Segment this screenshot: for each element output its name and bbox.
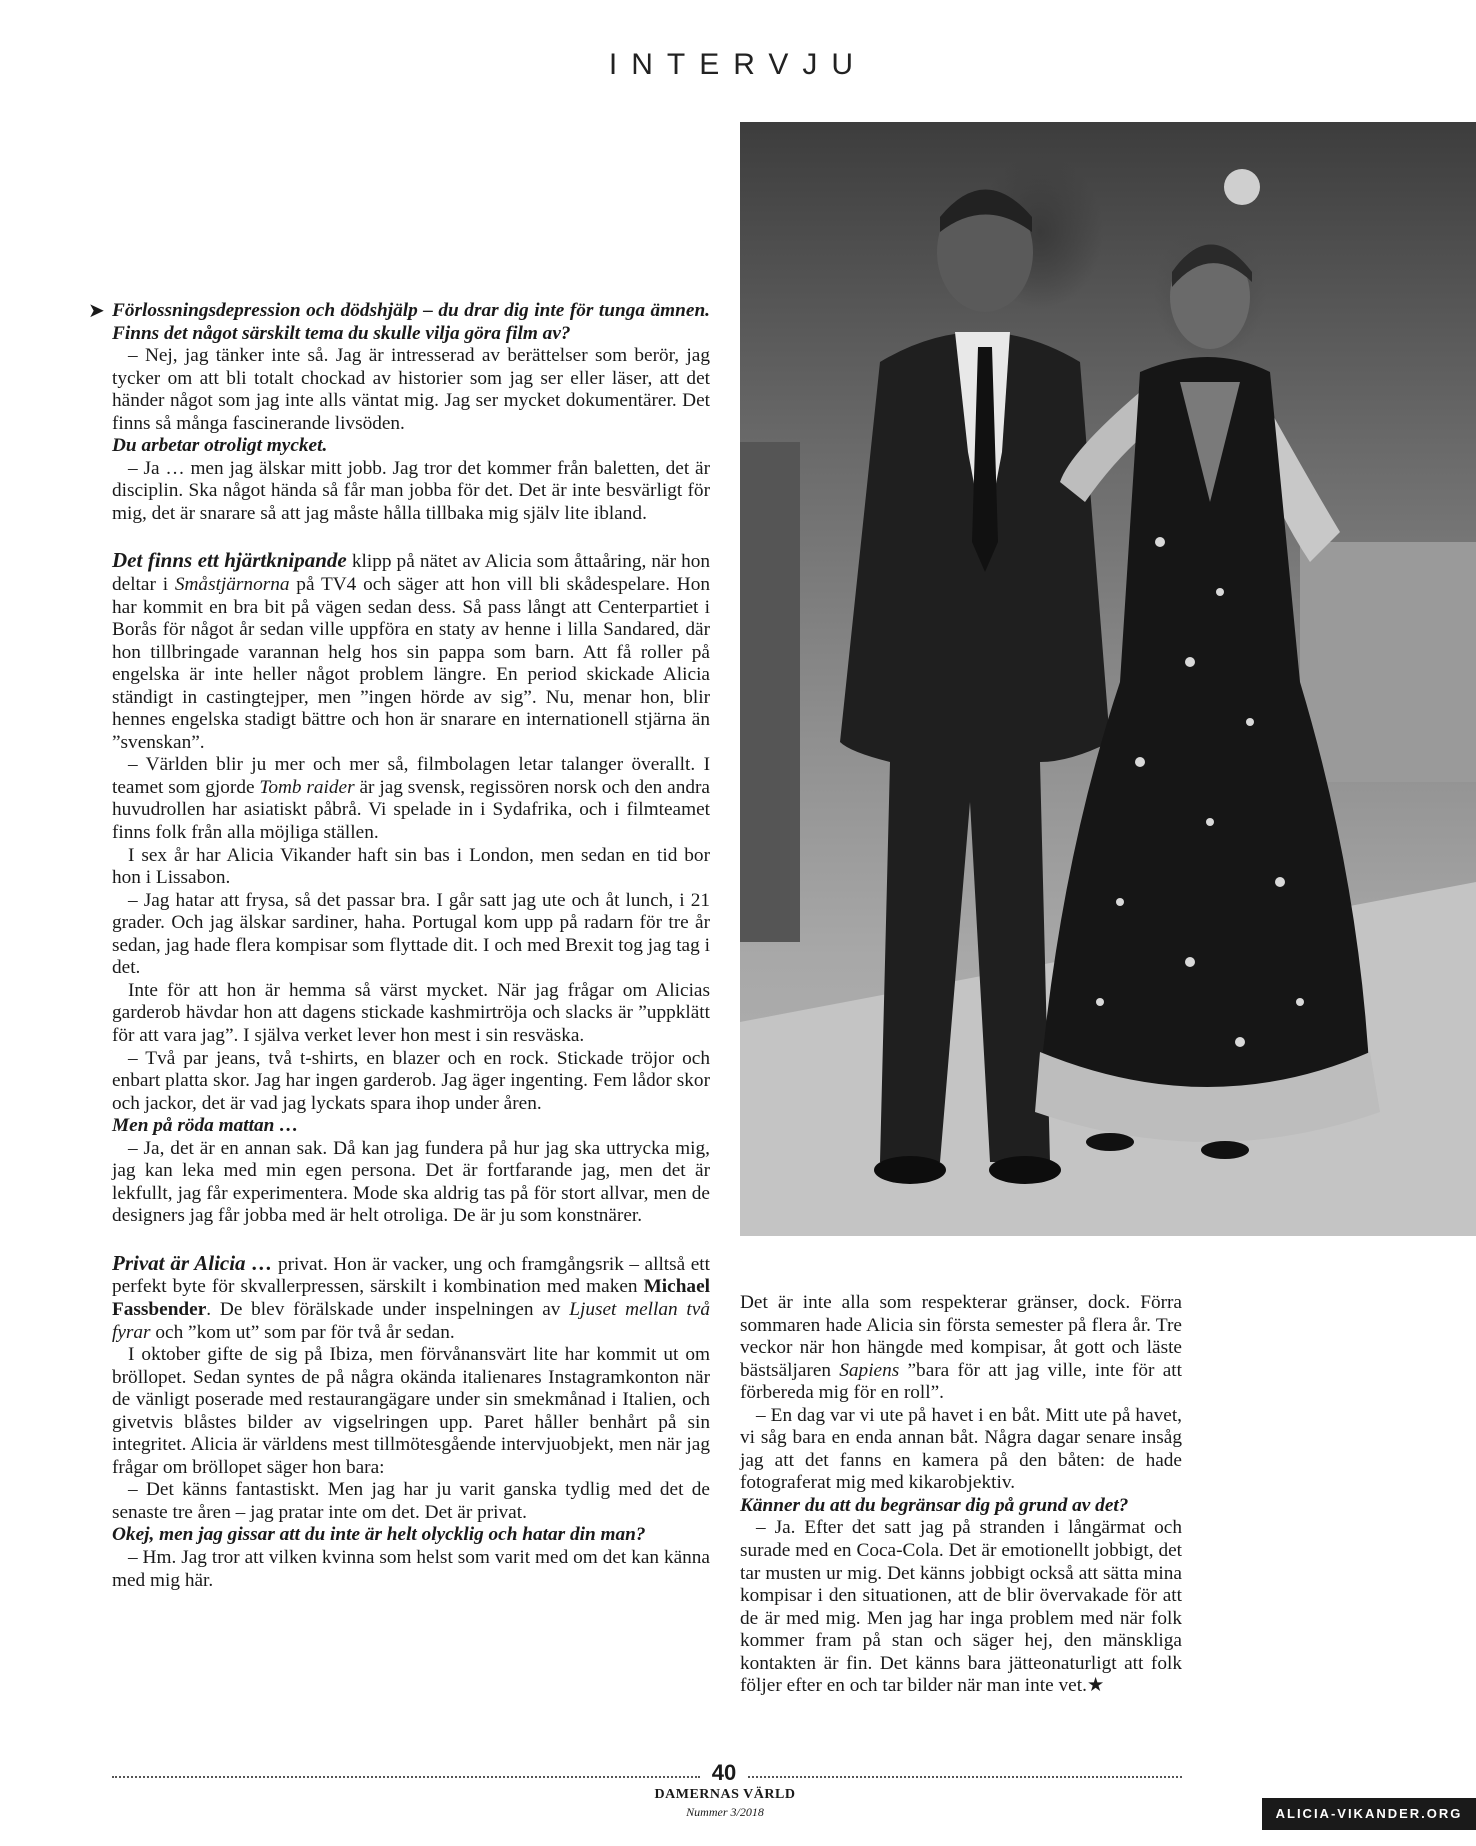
- answer: – Jag hatar att frysa, så det passar bra. I går satt jag ute och åt lunch, i 21 grader. Och jag älskar sardiner, haha. Portugal kom upp på radarn för tre år sedan, jag hade flera kompisar som flyttade dit. I och med Brexit tog jag tag i det.: [112, 889, 710, 979]
- answer: – En dag var vi ute på havet i en båt. Mitt ute på havet, vi såg bara en enda annan båt. Några dagar senare insåg jag att det fanns en kamera på den båten: de hade fotograferat mig med kikarobjektiv.: [740, 1404, 1182, 1494]
- lead-in: Det finns ett hjärtknipande: [112, 548, 347, 573]
- answer: – Nej, jag tänker inte så. Jag är intresserad av berättelser som berör, jag tycker om att bli totalt chockad av historier som jag ser eller läser, att det händer något som jag inte alls väntat mig. Jag ser mycket dokumentärer. Det finns så många fascinerande livsöden.: [112, 345, 710, 434]
- answer: – Hm. Jag tror att vilken kvinna som helst som varit med om det kan känna med mig här.: [112, 1546, 710, 1591]
- question: Du arbetar otroligt mycket.: [112, 435, 328, 457]
- magazine-name: DAMERNAS VÄRLD: [654, 1787, 796, 1802]
- question: Men på röda mattan …: [112, 1115, 299, 1137]
- book-title: Sapiens: [839, 1359, 900, 1381]
- footer-divider-right: [748, 1776, 1182, 1778]
- arrow-icon: ➤: [88, 300, 105, 322]
- question: Förlossningsdepression och dödshjälp – du drar dig inte för tunga ämnen. Finns det något särskilt tema du skulle vilja göra film av?: [112, 300, 710, 344]
- lead-paragraph: Privat är Alicia … privat. Hon är vacker, ung och framgångsrik – alltså ett perfekt byte för skvallerpressen, särskilt i kombination med maken Michael Fassbender. De blev förälskade under inspelningen av Ljuset mellan två fyrar och ”kom ut” som par för två år sedan.: [112, 1250, 710, 1343]
- couple-photo: [740, 122, 1476, 1236]
- person-name: Michael Fassbender: [112, 1276, 710, 1320]
- watermark: ALICIA-VIKANDER.ORG: [1262, 1798, 1476, 1830]
- issue-number: Nummer 3/2018: [686, 1805, 764, 1819]
- answer: – Ja … men jag älskar mitt jobb. Jag tror det kommer från baletten, det är disciplin. Ska något hända så får man jobba för det. Det är inte besvärligt för mig, det är snarare så att jag måste hålla tillbaka mig själv lite ibland.: [112, 457, 710, 524]
- question: Okej, men jag gissar att du inte är helt olycklig och hatar din man?: [112, 1524, 646, 1546]
- lead-paragraph: Det finns ett hjärtknipande klipp på nätet av Alicia som åttaåring, när hon deltar i Småstjärnorna på TV4 och säger att hon vill bli skådespelare. Hon har kommit en bra bit på vägen sedan dess. Så pass långt att Centerpartiet i Borås för något år sedan ville uppföra en staty av henne i lilla Sandared, där hon tillbringade varannan helg hos sin pappa som barn. Att få roller på engelska är inte heller något problem längre. En period skickade Alicia ständigt in castingtejper, men ”ingen hörde av sig”. Nu, menar hon, blir hennes engelska stadigt bättre och hon är snarare en internationell stjärna än ”svenskan”.: [112, 548, 711, 753]
- answer: – Världen blir ju mer och mer så, filmbolagen letar talanger överallt. I teamet som gjorde Tomb raider är jag svensk, regissören norsk och den andra huvudrollen har asiatiskt påbrå. Vi spelade in i Sydafrika, och i filmteamet finns folk från alla möjliga ställen.: [112, 754, 710, 844]
- answer: – Två par jeans, två t-shirts, en blazer och en rock. Stickade tröjor och enbart platta skor. Jag har ingen garderob. Jag äger ingenting. Fem lådor skor och jackor, det är vad jag lyckats spara ihop under åren.: [112, 1047, 710, 1114]
- body-paragraph: Det är inte alla som respekterar gränser, dock. Förra sommaren hade Alicia sin första semester på flera år. Tre veckor när hon hängde med kompisar, åt gott och läste bästsäljaren Sapiens ”bara för att jag ville, inte för att förbereda mig för en roll”.: [740, 1292, 1182, 1404]
- lead-in: Privat är Alicia …: [112, 1250, 273, 1275]
- body-paragraph: I sex år har Alicia Vikander haft sin bas i London, men sedan en tid bor hon i Lissabon.: [112, 844, 710, 889]
- right-text-column: [740, 1292, 1182, 1698]
- page-number: 40: [711, 1760, 737, 1785]
- footer-divider-left: [112, 1776, 700, 1778]
- show-title: Småstjärnorna: [174, 574, 290, 596]
- question: Känner du att du begränsar dig på grund av det?: [740, 1494, 1129, 1516]
- film-title: Tomb raider: [259, 776, 355, 798]
- answer: – Ja, det är en annan sak. Då kan jag fundera på hur jag ska uttrycka mig, jag kan leka med min egen persona. Det är fortfarande jag, men det är lekfullt, jag får experimentera. Mode ska aldrig tas på för stort allvar, men de designers jag får jobba med är helt otroliga. De är ju som konstnärer.: [112, 1137, 710, 1227]
- answer: – Ja. Efter det satt jag på stranden i långärmat och surade med en Coca-Cola. Det är emotionellt jobbigt, det tar musten ur mig. Det känns jobbigt också att sätta mina kompisar i den situationen, att de blir övervakade för att de är med mig. Men jag har inga problem med när folk kommer fram på stan och säger hej, den mänskliga kontakten är fin. Det känns bara jätteonaturligt att folk följer efter en och tar bilder när man inte vet.★: [740, 1517, 1182, 1697]
- body-paragraph: I oktober gifte de sig på Ibiza, men förvånansvärt lite har kommit ut om bröllopet. Sedan syntes de på några okända italienares Instagramkonton när de vänligt poserade med restaurangägare under sin smekmånad i Italien, och givetvis blåstes bilder av vigselringen upp. Paret håller benhårt på sin integritet. Alicia är världens mest tillmötesgående intervjuobjekt, men när jag frågar om bröllopet säger hon bara:: [112, 1344, 710, 1478]
- left-text-column: [112, 300, 710, 1592]
- body-paragraph: Inte för att hon är hemma så värst mycket. När jag frågar om Alicias garderob hävdar hon att dagens stickade kashmirtröja och slacks är ”uppklätt för att vara jag”. I själva verket lever hon mest i sin resväska.: [112, 979, 710, 1046]
- film-title: Ljuset mellan två fyrar: [112, 1298, 710, 1343]
- photo-illustration: [740, 122, 1476, 1236]
- section-title: INTERVJU: [608, 48, 868, 81]
- answer: – Det känns fantastiskt. Men jag har ju varit ganska tydlig med det de senaste tre åren – jag pratar inte om det. Det är privat.: [112, 1479, 710, 1523]
